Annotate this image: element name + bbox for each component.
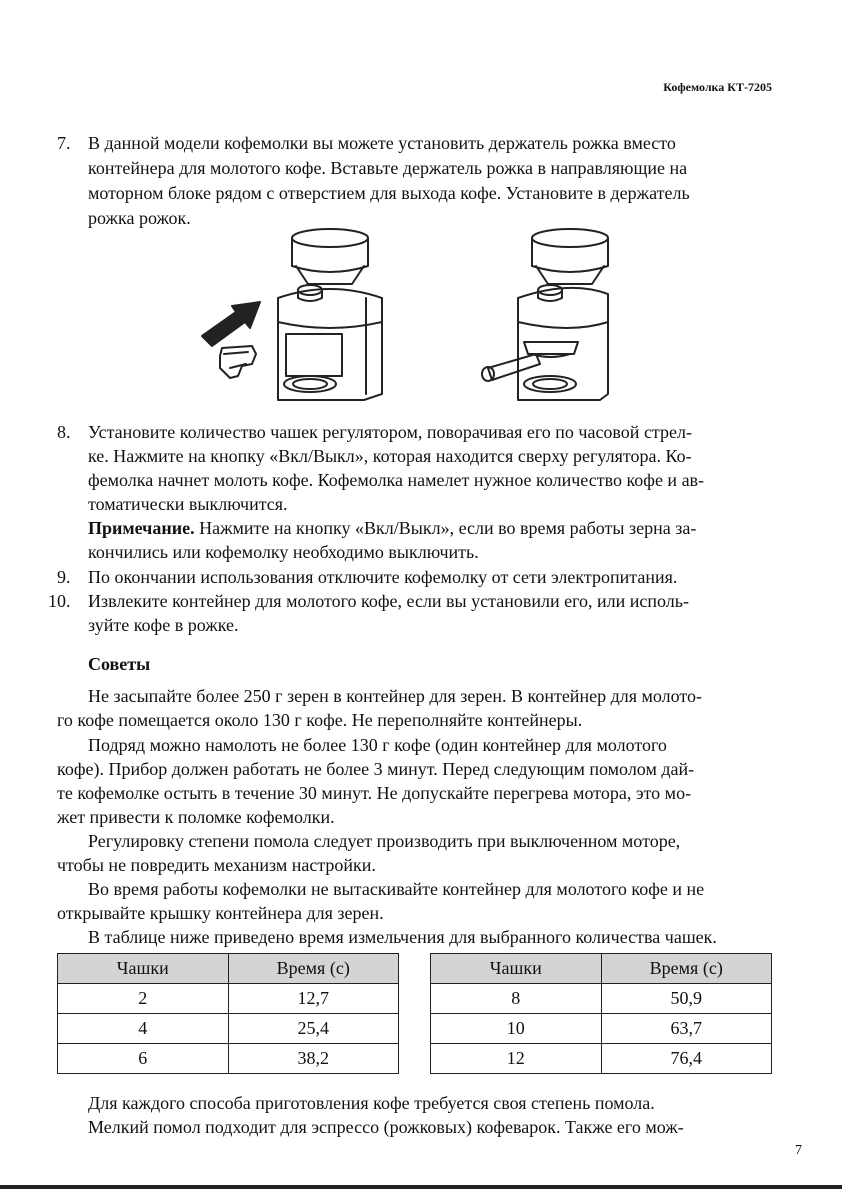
cell-time: 76,4 bbox=[601, 1044, 772, 1074]
note-line: кончились или кофемолку необходимо выключить. bbox=[88, 542, 479, 562]
item8-line: томатически выключится. bbox=[88, 494, 288, 514]
item10-line: Извлеките контейнер для молотого кофе, если вы установили его, или исполь- bbox=[88, 591, 689, 611]
portafilter-holder-icon bbox=[220, 346, 256, 378]
bottom-rule bbox=[0, 1185, 842, 1189]
cell-cups: 10 bbox=[431, 1014, 602, 1044]
item7-line: контейнера для молотого кофе. Вставьте держатель рожка в направляющие на bbox=[88, 158, 688, 178]
cell-cups: 8 bbox=[431, 984, 602, 1014]
note-label: Примечание. bbox=[88, 518, 195, 538]
tips-line: Не засыпайте более 250 г зерен в контейнер для зерен. В контейнер для молото- bbox=[88, 686, 703, 706]
col-header-cups: Чашки bbox=[431, 954, 602, 984]
tips-line: го кофе помещается около 130 г кофе. Не переполняйте контейнеры. bbox=[57, 710, 583, 730]
cell-cups: 2 bbox=[58, 984, 229, 1014]
tips-line: кофе). Прибор должен работать не более 3 минут. Перед следующим помолом дай- bbox=[57, 759, 695, 779]
tips-line: чтобы не повредить механизм настройки. bbox=[57, 855, 376, 875]
tips-line: Во время работы кофемолки не вытаскивайте контейнер для молотого кофе и не bbox=[88, 879, 705, 899]
tips-line: В таблице ниже приведено время измельчения для выбранного количества чашек. bbox=[88, 927, 717, 947]
tips-line: жет привести к поломке кофемолки. bbox=[57, 807, 335, 827]
tips-line: Регулировку степени помола следует производить при выключенном моторе, bbox=[88, 831, 681, 851]
table-row bbox=[431, 1014, 772, 1044]
cell-time: 50,9 bbox=[601, 984, 772, 1014]
cell-time: 38,2 bbox=[228, 1044, 399, 1074]
item9-line: По окончании использования отключите кофемолку от сети электропитания. bbox=[88, 567, 678, 587]
table-row bbox=[58, 1014, 399, 1044]
note-line bbox=[88, 516, 696, 541]
cell-time: 63,7 bbox=[601, 1014, 772, 1044]
item7-line: В данной модели кофемолки вы можете установить держатель рожка вместо bbox=[88, 133, 676, 153]
grind-time-table-right bbox=[430, 953, 772, 1074]
item-number-7: 7. bbox=[57, 133, 71, 153]
cell-time: 12,7 bbox=[228, 984, 399, 1014]
cell-cups: 6 bbox=[58, 1044, 229, 1074]
item8-line: фемолка начнет молоть кофе. Кофемолка намелет нужное количество кофе и ав- bbox=[88, 470, 705, 490]
page-number: 7 bbox=[795, 1143, 802, 1158]
cell-cups: 4 bbox=[58, 1014, 229, 1044]
grinder-left-icon bbox=[278, 229, 382, 400]
item-number-9: 9. bbox=[57, 567, 71, 587]
tips-line: Подряд можно намолоть не более 130 г кофе (один контейнер для молотого bbox=[88, 735, 667, 755]
insert-arrow-icon bbox=[202, 302, 260, 346]
paragraph-line: Мелкий помол подходит для эспрессо (рожковых) кофеварок. Также его мож- bbox=[88, 1117, 684, 1137]
running-header: Кофемолка КТ-7205 bbox=[663, 80, 772, 94]
col-header-cups: Чашки bbox=[58, 954, 229, 984]
item10-line: зуйте кофе в рожке. bbox=[88, 615, 239, 635]
grinder-right-icon bbox=[482, 229, 608, 400]
table-row bbox=[431, 984, 772, 1014]
col-header-time: Время (с) bbox=[228, 954, 399, 984]
table-row bbox=[58, 984, 399, 1014]
item7-line: моторном блоке рядом с отверстием для выхода кофе. Установите в держатель bbox=[88, 183, 690, 203]
cell-time: 25,4 bbox=[228, 1014, 399, 1044]
item8-line: Установите количество чашек регулятором, поворачивая его по часовой стрел- bbox=[88, 422, 692, 442]
note-text: Нажмите на кнопку «Вкл/Выкл», если во время работы зерна за- bbox=[194, 518, 697, 538]
tips-line: те кофемолке остыть в течение 30 минут. Не допускайте перегрева мотора, это мо- bbox=[57, 783, 692, 803]
col-header-time: Время (с) bbox=[601, 954, 772, 984]
paragraph-line: Для каждого способа приготовления кофе требуется своя степень помола. bbox=[88, 1093, 655, 1113]
table-row bbox=[431, 1044, 772, 1074]
item8-line: ке. Нажмите на кнопку «Вкл/Выкл», которая находится сверху регулятора. Ко- bbox=[88, 446, 692, 466]
item-number-10: 10. bbox=[48, 591, 71, 611]
grinder-illustration bbox=[190, 218, 610, 410]
tips-heading: Советы bbox=[88, 654, 151, 674]
item-number-8: 8. bbox=[57, 422, 71, 442]
tips-line: открывайте крышку контейнера для зерен. bbox=[57, 903, 384, 923]
table-row bbox=[58, 1044, 399, 1074]
item7-line: рожка рожок. bbox=[88, 208, 191, 228]
cell-cups: 12 bbox=[431, 1044, 602, 1074]
grind-time-table-left bbox=[57, 953, 399, 1074]
